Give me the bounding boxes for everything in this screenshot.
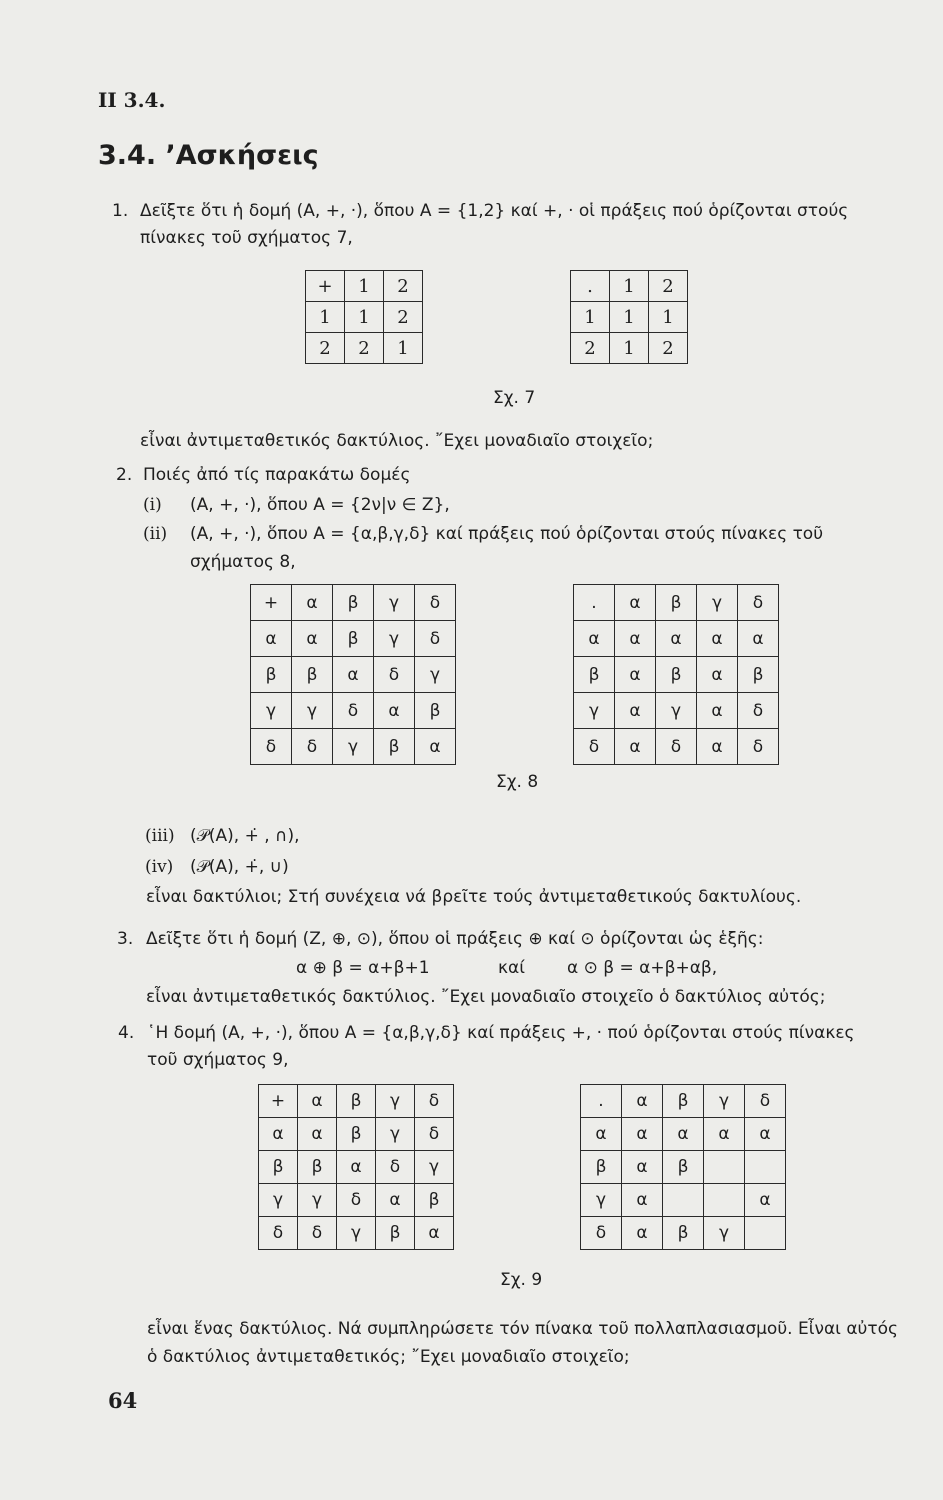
ex2-item-ii-cont: σχήματος 8, xyxy=(190,552,296,572)
ex2-item-i: (A, +, ·), ὅπου A = {2ν|ν ∈ Z}, xyxy=(190,495,450,515)
table-cell: 1 xyxy=(571,302,610,333)
table-cell: . xyxy=(574,585,615,621)
table-cell: α xyxy=(615,657,656,693)
table-cell: δ xyxy=(738,693,779,729)
fig9-addition-table xyxy=(258,1084,454,1250)
ex2-number: 2. xyxy=(116,465,133,485)
ex3-number: 3. xyxy=(117,929,134,949)
table-row xyxy=(259,1118,454,1151)
table-cell: 2 xyxy=(571,333,610,364)
table-cell: δ xyxy=(298,1217,337,1250)
fig8-label: Σχ. 8 xyxy=(496,772,539,792)
table-cell: γ xyxy=(376,1118,415,1151)
table-cell: γ xyxy=(337,1217,376,1250)
table-cell: β xyxy=(415,693,456,729)
ex3-line3: εἶναι ἀντιμεταθετικός δακτύλιος. ῎Εχει μοναδιαῖο στοιχεῖο ὁ δακτύλιος αὐτός; xyxy=(146,987,826,1007)
table-cell: δ xyxy=(415,585,456,621)
table-cell: γ xyxy=(415,1151,454,1184)
table-cell: . xyxy=(571,271,610,302)
table-cell: γ xyxy=(259,1184,298,1217)
table-cell: β xyxy=(663,1217,704,1250)
table-cell: γ xyxy=(581,1184,622,1217)
table-cell: 1 xyxy=(649,302,688,333)
table-cell: + xyxy=(251,585,292,621)
table-row xyxy=(581,1151,786,1184)
table-cell: α xyxy=(704,1118,745,1151)
table-cell: α xyxy=(745,1184,786,1217)
table-row xyxy=(581,1217,786,1250)
table-cell: δ xyxy=(333,693,374,729)
ex3-formula-left: α ⊕ β = α+β+1 xyxy=(296,958,430,978)
ex4-line3: εἶναι ἕνας δακτύλιος. Νά συμπληρώσετε τόν πίνακα τοῦ πολλαπλασιασμοῦ. Εἶναι αὐτός xyxy=(147,1319,898,1339)
table-cell: α xyxy=(697,657,738,693)
table-cell: α xyxy=(622,1085,663,1118)
table-cell: α xyxy=(615,621,656,657)
table-cell: β xyxy=(574,657,615,693)
table-cell: β xyxy=(376,1217,415,1250)
table-cell: δ xyxy=(415,1118,454,1151)
table-cell: α xyxy=(292,621,333,657)
table-cell: δ xyxy=(415,1085,454,1118)
table-cell xyxy=(704,1151,745,1184)
ex4-line1: ῾Η δομή (A, +, ·), ὅπου A = {α,β,γ,δ} καί πράξεις +, · πού ὁρίζονται στούς πίνακες xyxy=(147,1023,855,1043)
table-cell: α xyxy=(697,729,738,765)
table-cell: δ xyxy=(337,1184,376,1217)
table-cell: α xyxy=(376,1184,415,1217)
ex4-line4: ὁ δακτύλιος ἀντιμεταθετικός; ῎Εχει μοναδιαῖο στοιχεῖο; xyxy=(147,1347,630,1367)
table-cell xyxy=(745,1151,786,1184)
table-cell: α xyxy=(615,729,656,765)
table-cell: α xyxy=(292,585,333,621)
table-cell: 2 xyxy=(384,271,423,302)
table-cell: δ xyxy=(738,585,779,621)
table-row xyxy=(306,333,423,364)
ex3-formula-and: καί xyxy=(498,958,525,978)
ex2-item-ii: (A, +, ·), ὅπου A = {α,β,γ,δ} καί πράξεις πού ὁρίζονται στούς πίνακες τοῦ xyxy=(190,524,824,544)
table-row xyxy=(251,585,456,621)
table-row xyxy=(574,729,779,765)
table-cell: 2 xyxy=(649,271,688,302)
table-cell: δ xyxy=(656,729,697,765)
table-row xyxy=(251,693,456,729)
table-cell: δ xyxy=(415,621,456,657)
table-cell: γ xyxy=(376,1085,415,1118)
table-cell: α xyxy=(415,729,456,765)
table-cell: 2 xyxy=(345,333,384,364)
table-row xyxy=(571,302,688,333)
ex2-intro: Ποιές ἀπό τίς παρακάτω δομές xyxy=(143,465,411,485)
table-cell: α xyxy=(298,1118,337,1151)
ex1-line2: πίνακες τοῦ σχήματος 7, xyxy=(140,228,353,248)
table-cell: 1 xyxy=(306,302,345,333)
table-cell: β xyxy=(656,657,697,693)
table-cell: δ xyxy=(574,729,615,765)
ex1-line3: εἶναι ἀντιμεταθετικός δακτύλιος. ῎Εχει μοναδιαῖο στοιχεῖο; xyxy=(140,431,654,451)
table-cell: γ xyxy=(292,693,333,729)
table-cell: γ xyxy=(374,621,415,657)
table-cell: β xyxy=(415,1184,454,1217)
table-row xyxy=(581,1085,786,1118)
table-cell: δ xyxy=(259,1217,298,1250)
page-number: 64 xyxy=(108,1388,138,1413)
table-cell: β xyxy=(337,1085,376,1118)
table-cell: 1 xyxy=(345,271,384,302)
fig8-multiplication-table xyxy=(573,584,779,765)
table-cell: α xyxy=(622,1151,663,1184)
table-cell: δ xyxy=(251,729,292,765)
table-cell: α xyxy=(615,585,656,621)
table-cell: 1 xyxy=(610,302,649,333)
table-cell: α xyxy=(622,1184,663,1217)
table-cell: δ xyxy=(738,729,779,765)
table-cell: 1 xyxy=(610,271,649,302)
fig7-label: Σχ. 7 xyxy=(493,388,536,408)
table-row xyxy=(581,1118,786,1151)
table-row xyxy=(251,729,456,765)
table-cell: 2 xyxy=(384,302,423,333)
table-cell: β xyxy=(251,657,292,693)
table-cell: γ xyxy=(704,1085,745,1118)
table-cell: α xyxy=(333,657,374,693)
table-cell: β xyxy=(738,657,779,693)
table-cell: β xyxy=(333,585,374,621)
table-cell: δ xyxy=(292,729,333,765)
table-cell: δ xyxy=(745,1085,786,1118)
table-row xyxy=(259,1217,454,1250)
table-cell: α xyxy=(745,1118,786,1151)
table-row xyxy=(574,585,779,621)
ex1-number: 1. xyxy=(112,201,129,221)
table-cell: β xyxy=(663,1151,704,1184)
table-cell: α xyxy=(374,693,415,729)
table-cell: γ xyxy=(251,693,292,729)
table-row xyxy=(581,1184,786,1217)
table-cell: 1 xyxy=(345,302,384,333)
ex1-line1: Δεῖξτε ὅτι ἡ δομή (A, +, ·), ὅπου A = {1,2} καί +, · οἱ πράξεις πού ὁρίζονται στούς xyxy=(140,201,849,221)
table-cell: β xyxy=(337,1118,376,1151)
ex3-line1: Δεῖξτε ὅτι ἡ δομή (Z, ⊕, ⊙), ὅπου οἱ πράξεις ⊕ καί ⊙ ὁρίζονται ὡς ἑξῆς: xyxy=(146,929,764,949)
table-cell: α xyxy=(738,621,779,657)
fig8-addition-table xyxy=(250,584,456,765)
table-cell: γ xyxy=(415,657,456,693)
table-cell xyxy=(745,1217,786,1250)
table-cell: δ xyxy=(374,657,415,693)
table-cell: α xyxy=(581,1118,622,1151)
table-cell: γ xyxy=(656,693,697,729)
table-cell: 1 xyxy=(384,333,423,364)
ex2-item-ii-label: (ii) xyxy=(143,524,168,544)
table-cell: α xyxy=(697,693,738,729)
table-cell: + xyxy=(259,1085,298,1118)
running-header: II 3.4. xyxy=(98,88,166,112)
ex2-item-iv-label: (iv) xyxy=(145,857,174,877)
table-cell: α xyxy=(615,693,656,729)
table-cell: α xyxy=(259,1118,298,1151)
ex4-number: 4. xyxy=(118,1023,135,1043)
table-cell: α xyxy=(656,621,697,657)
table-cell: α xyxy=(415,1217,454,1250)
table-cell: α xyxy=(574,621,615,657)
table-cell: α xyxy=(622,1118,663,1151)
table-row xyxy=(259,1151,454,1184)
table-cell: β xyxy=(374,729,415,765)
table-cell: γ xyxy=(333,729,374,765)
table-cell: γ xyxy=(704,1217,745,1250)
ex2-item-i-label: (i) xyxy=(143,495,162,515)
fig9-label: Σχ. 9 xyxy=(500,1270,543,1290)
table-cell: α xyxy=(697,621,738,657)
table-cell: α xyxy=(298,1085,337,1118)
ex2-conclusion: εἶναι δακτύλιοι; Στή συνέχεια νά βρεῖτε τούς ἀντιμεταθετικούς δακτυλίους. xyxy=(146,887,802,907)
table-cell: β xyxy=(333,621,374,657)
table-cell: α xyxy=(663,1118,704,1151)
table-row xyxy=(251,657,456,693)
fig9-multiplication-table xyxy=(580,1084,786,1250)
ex2-item-iii: (𝒫(A), +̇ , ∩), xyxy=(190,826,300,846)
table-cell: + xyxy=(306,271,345,302)
table-cell: 1 xyxy=(610,333,649,364)
table-cell: γ xyxy=(298,1184,337,1217)
fig7-multiplication-table xyxy=(570,270,688,364)
table-cell xyxy=(663,1184,704,1217)
table-row xyxy=(259,1085,454,1118)
table-cell: γ xyxy=(374,585,415,621)
table-row xyxy=(571,333,688,364)
table-cell: α xyxy=(251,621,292,657)
table-row xyxy=(574,657,779,693)
table-cell: α xyxy=(622,1217,663,1250)
ex2-item-iv: (𝒫(A), +̇, ∪) xyxy=(190,857,289,877)
table-cell: δ xyxy=(376,1151,415,1184)
table-cell: 2 xyxy=(649,333,688,364)
table-cell: β xyxy=(298,1151,337,1184)
table-row xyxy=(259,1184,454,1217)
table-cell: δ xyxy=(581,1217,622,1250)
table-cell: 2 xyxy=(306,333,345,364)
table-cell: γ xyxy=(697,585,738,621)
table-cell xyxy=(704,1184,745,1217)
table-row xyxy=(574,693,779,729)
table-row xyxy=(574,621,779,657)
table-row xyxy=(306,271,423,302)
ex2-item-iii-label: (iii) xyxy=(145,826,175,846)
ex4-line2: τοῦ σχήματος 9, xyxy=(147,1050,289,1070)
table-cell: β xyxy=(292,657,333,693)
table-cell: β xyxy=(581,1151,622,1184)
table-row xyxy=(571,271,688,302)
table-cell: β xyxy=(656,585,697,621)
fig7-addition-table xyxy=(305,270,423,364)
ex3-formula-right: α ⊙ β = α+β+αβ, xyxy=(567,958,718,978)
table-cell: β xyxy=(259,1151,298,1184)
table-cell: . xyxy=(581,1085,622,1118)
section-title: 3.4. ’Ασκήσεις xyxy=(98,140,319,171)
table-cell: γ xyxy=(574,693,615,729)
table-cell: α xyxy=(337,1151,376,1184)
table-row xyxy=(306,302,423,333)
table-cell: β xyxy=(663,1085,704,1118)
table-row xyxy=(251,621,456,657)
